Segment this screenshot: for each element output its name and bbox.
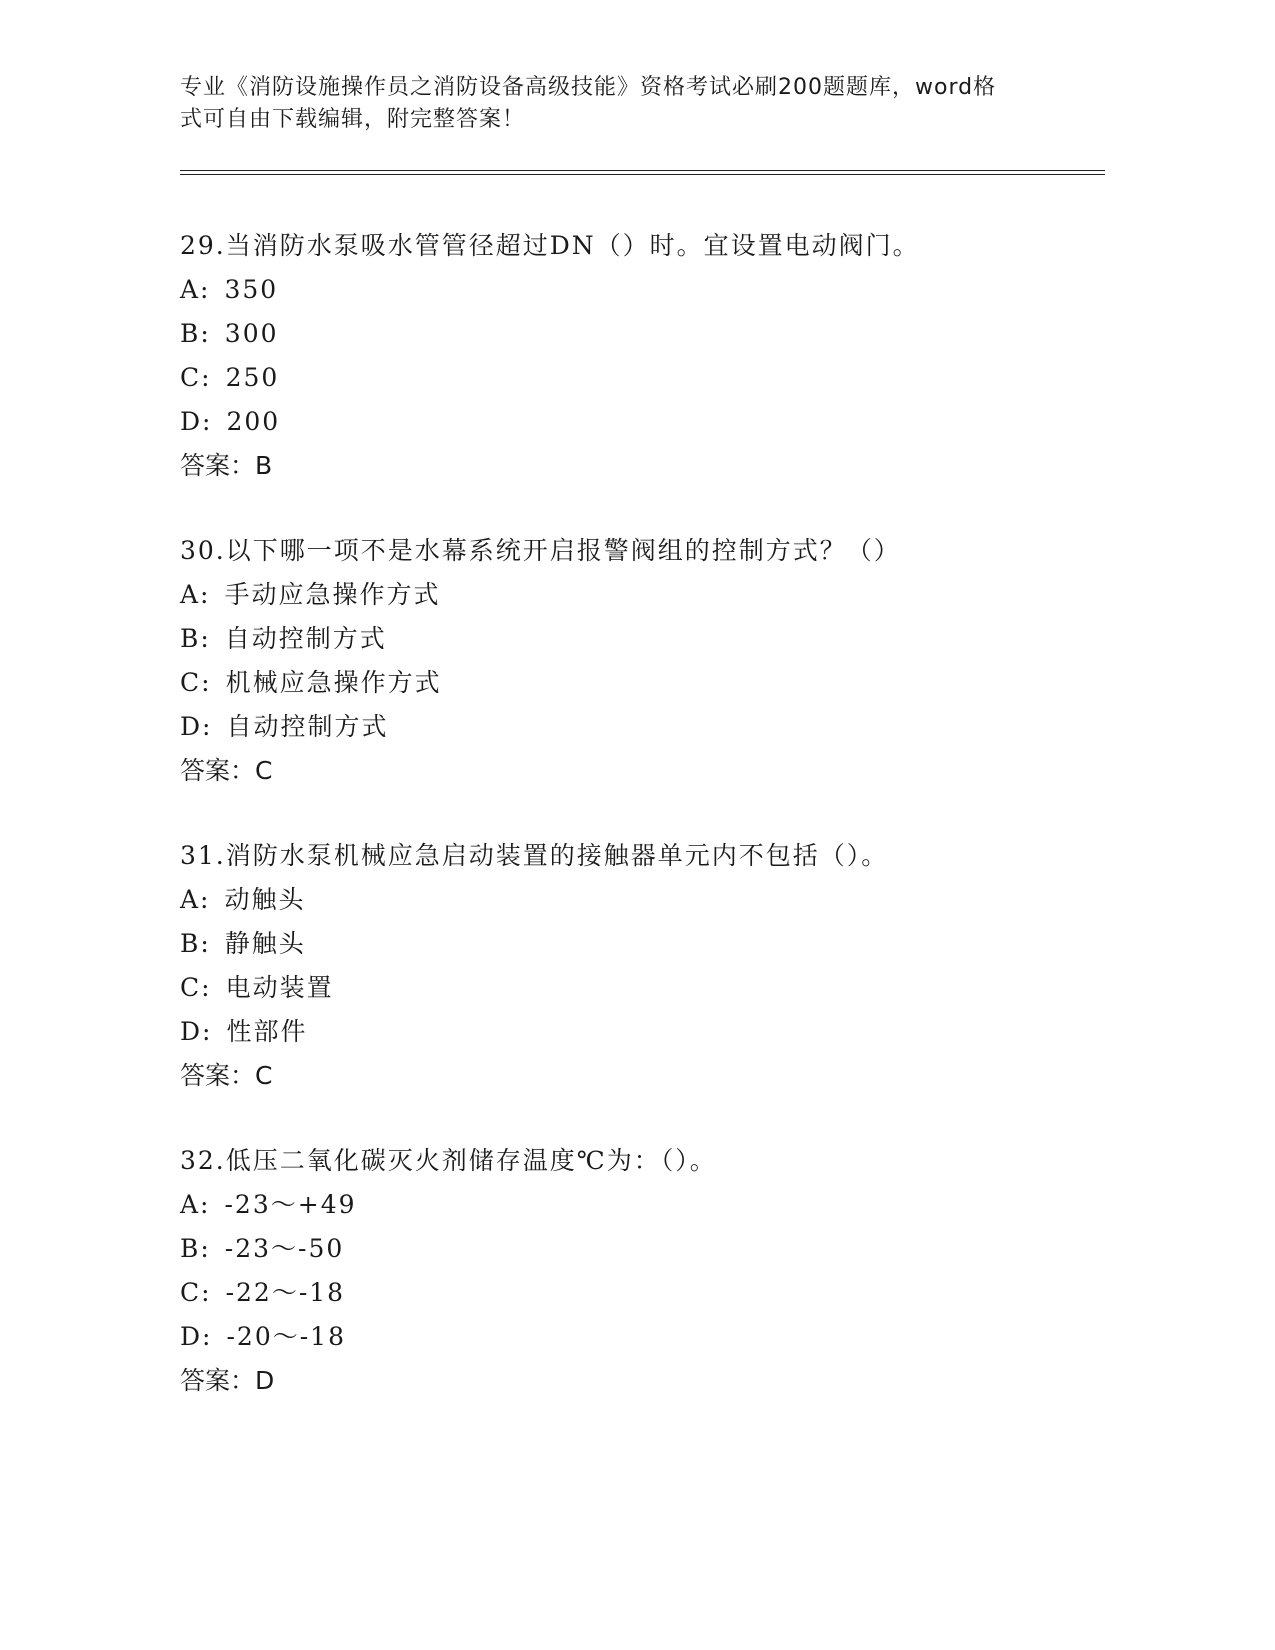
option-text: 动触头 — [224, 885, 306, 914]
option-text: 300 — [224, 319, 279, 348]
answer-line — [180, 1359, 1120, 1403]
answer-value: D — [255, 1366, 275, 1395]
option-key: A: — [180, 1190, 211, 1219]
option-text: 性部件 — [226, 1017, 308, 1046]
option-c — [180, 356, 1120, 400]
answer-label: 答案： — [180, 451, 256, 480]
question-stem: 31.消防水泵机械应急启动装置的接触器单元内不包括（）。 — [180, 841, 889, 870]
option-key: B: — [180, 624, 211, 653]
option-key: C: — [180, 1278, 212, 1307]
option-text: 电动装置 — [225, 973, 334, 1002]
option-text: -22～-18 — [225, 1278, 346, 1307]
option-key: D: — [180, 407, 213, 436]
option-text: 机械应急操作方式 — [225, 668, 442, 697]
option-c — [180, 1271, 1120, 1315]
option-key: B: — [180, 929, 211, 958]
option-key: D: — [180, 712, 213, 741]
option-text: 350 — [224, 275, 279, 304]
option-text: -23～-50 — [224, 1234, 345, 1263]
option-key: D: — [180, 1322, 213, 1351]
option-a — [180, 1183, 1120, 1227]
option-a — [180, 268, 1120, 312]
answer-line — [180, 749, 1120, 793]
header-divider-top — [180, 170, 1105, 171]
question-stem: 29.当消防水泵吸水管管径超过DN（）时。宜设置电动阀门。 — [180, 231, 920, 260]
option-b — [180, 922, 1120, 966]
option-key: C: — [180, 668, 212, 697]
answer-line — [180, 444, 1120, 488]
answer-value: C — [255, 756, 273, 785]
answer-label: 答案： — [180, 1366, 256, 1395]
header-line-1: 专业《消防设施操作员之消防设备高级技能》资格考试必刷200题题库，word格 — [180, 75, 997, 100]
option-text: 静触头 — [224, 929, 306, 958]
option-key: A: — [180, 275, 211, 304]
question-29 — [180, 224, 1120, 488]
question-stem: 30.以下哪一项不是水幕系统开启报警阀组的控制方式？（） — [180, 536, 901, 565]
question-31 — [180, 834, 1120, 1098]
option-b — [180, 1227, 1120, 1271]
document-header — [180, 72, 1060, 136]
option-b — [180, 312, 1120, 356]
option-text: 200 — [226, 407, 281, 436]
option-a — [180, 878, 1120, 922]
option-key: A: — [180, 580, 211, 609]
option-d — [180, 1315, 1120, 1359]
option-b — [180, 617, 1120, 661]
option-c — [180, 966, 1120, 1010]
option-text: 自动控制方式 — [224, 624, 387, 653]
answer-label: 答案： — [180, 756, 256, 785]
question-stem: 32.低压二氧化碳灭火剂储存温度℃为：（）。 — [180, 1146, 717, 1175]
question-30 — [180, 529, 1120, 793]
header-divider-bottom — [180, 174, 1105, 175]
option-key: B: — [180, 319, 211, 348]
option-a — [180, 573, 1120, 617]
option-key: C: — [180, 363, 212, 392]
answer-line — [180, 1054, 1120, 1098]
option-c — [180, 661, 1120, 705]
option-text: 手动应急操作方式 — [224, 580, 441, 609]
answer-label: 答案： — [180, 1061, 256, 1090]
option-text: 250 — [225, 363, 280, 392]
header-line-2: 式可自由下载编辑，附完整答案！ — [180, 107, 526, 132]
option-text: 自动控制方式 — [226, 712, 389, 741]
option-d — [180, 1010, 1120, 1054]
option-text: -20～-18 — [226, 1322, 346, 1351]
option-key: A: — [180, 885, 211, 914]
question-32 — [180, 1139, 1120, 1403]
option-key: C: — [180, 973, 212, 1002]
option-text: -23～+49 — [224, 1190, 357, 1219]
answer-value: B — [255, 451, 273, 480]
option-key: B: — [180, 1234, 211, 1263]
answer-value: C — [255, 1061, 273, 1090]
option-key: D: — [180, 1017, 213, 1046]
option-d — [180, 705, 1120, 749]
option-d — [180, 400, 1120, 444]
